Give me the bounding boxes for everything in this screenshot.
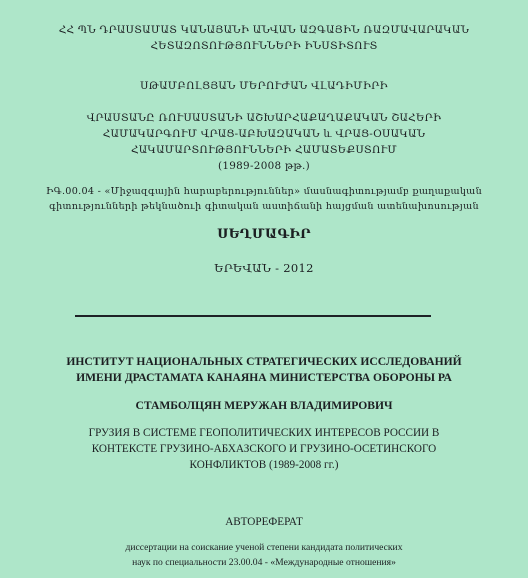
russian-title-line-3: КОНФЛИКТОВ (1989-2008 гг.) — [189, 459, 339, 471]
russian-degree-line-1: диссертации на соискание ученой степени кандидата политических — [125, 542, 403, 553]
armenian-degree-line-2: գիտությունների թեկնածուի գիտական աստիճանի հայցման ատենախոսության — [49, 201, 479, 212]
armenian-title-years: (1989-2008 թթ.) — [217, 160, 311, 172]
russian-degree — [0, 540, 528, 570]
russian-degree-line-2: наук по специальности 23.00.04 - «Международные отношения» — [132, 557, 396, 568]
armenian-degree-line-1: ԻԳ.00.04 - «Միջազգային հարաբերություններ» մասնագիտությամբ քաղաքական — [46, 186, 482, 197]
russian-institute-line-2: ИМЕНИ ДРАСТАМАТА КАНАЯНА МИНИСТЕРСТВА ОБОРОНЫ РА — [76, 371, 452, 384]
russian-institute — [0, 354, 528, 386]
armenian-institute-line-2: ՀԵՏԱԶՈՏՈՒԹՅՈՒՆՆԵՐԻ ԻՆՍՏԻՏՈՒՏ — [150, 40, 378, 52]
russian-title — [0, 425, 528, 473]
armenian-title-line-1: ՎՐԱՍՏԱՆԸ ՌՈՒՍԱՍՏԱՆԻ ԱՇԽԱՐՀԱՔԱՂԱՔԱԿԱՆ ՇԱՀԵՐԻ — [86, 112, 442, 124]
armenian-institute — [0, 22, 528, 54]
armenian-degree — [0, 184, 528, 214]
armenian-city-year: ԵՐԵՎԱՆ - 2012 — [214, 261, 314, 275]
russian-author: СТАМБОЛЦЯН МЕРУЖАН ВЛАДИМИРОВИЧ — [135, 399, 393, 412]
russian-doc-type: АВТОРЕФЕРАТ — [225, 516, 303, 528]
armenian-title — [0, 110, 528, 174]
armenian-title-line-3: ՀԱԿԱՄԱՐՏՈՒԹՅՈՒՆՆԵՐԻ ՀԱՄԱՏԵՔՍՏՈՒՄ — [130, 144, 398, 156]
armenian-doc-type: ՍԵՂՄԱԳԻՐ — [217, 227, 311, 242]
russian-institute-line-1: ИНСТИТУТ НАЦИОНАЛЬНЫХ СТРАТЕГИЧЕСКИХ ИССЛЕДОВАНИЙ — [66, 355, 462, 368]
russian-title-line-1: ГРУЗИЯ В СИСТЕМЕ ГЕОПОЛИТИЧЕСКИХ ИНТЕРЕСОВ РОССИИ В — [88, 427, 440, 439]
armenian-title-line-2: ՀԱՄԱԿԱՐԳՈՒՄ ՎՐԱՑ-ԱԲԽԱԶԱԿԱՆ և ՎՐԱՑ-ՕՍԱԿԱՆ — [102, 128, 426, 140]
armenian-author: ՍԹԱՄԲՈԼՑՅԱՆ ՄԵՐՈՒԺԱՆ ՎԼԱԴԻՄԻՐԻ — [140, 80, 388, 92]
divider-line — [75, 315, 431, 317]
russian-title-line-2: КОНТЕКСТЕ ГРУЗИНО-АБХАЗСКОГО И ГРУЗИНО-ОСЕТИНСКОГО — [91, 443, 437, 455]
armenian-institute-line-1: ՀՀ ՊՆ ԴՐԱՍՏԱՄԱՏ ԿԱՆԱՅԱՆԻ ԱՆՎԱՆ ԱԶԳԱՅԻՆ ՌԱԶՄԱՎԱՐԱԿԱՆ — [58, 24, 470, 36]
